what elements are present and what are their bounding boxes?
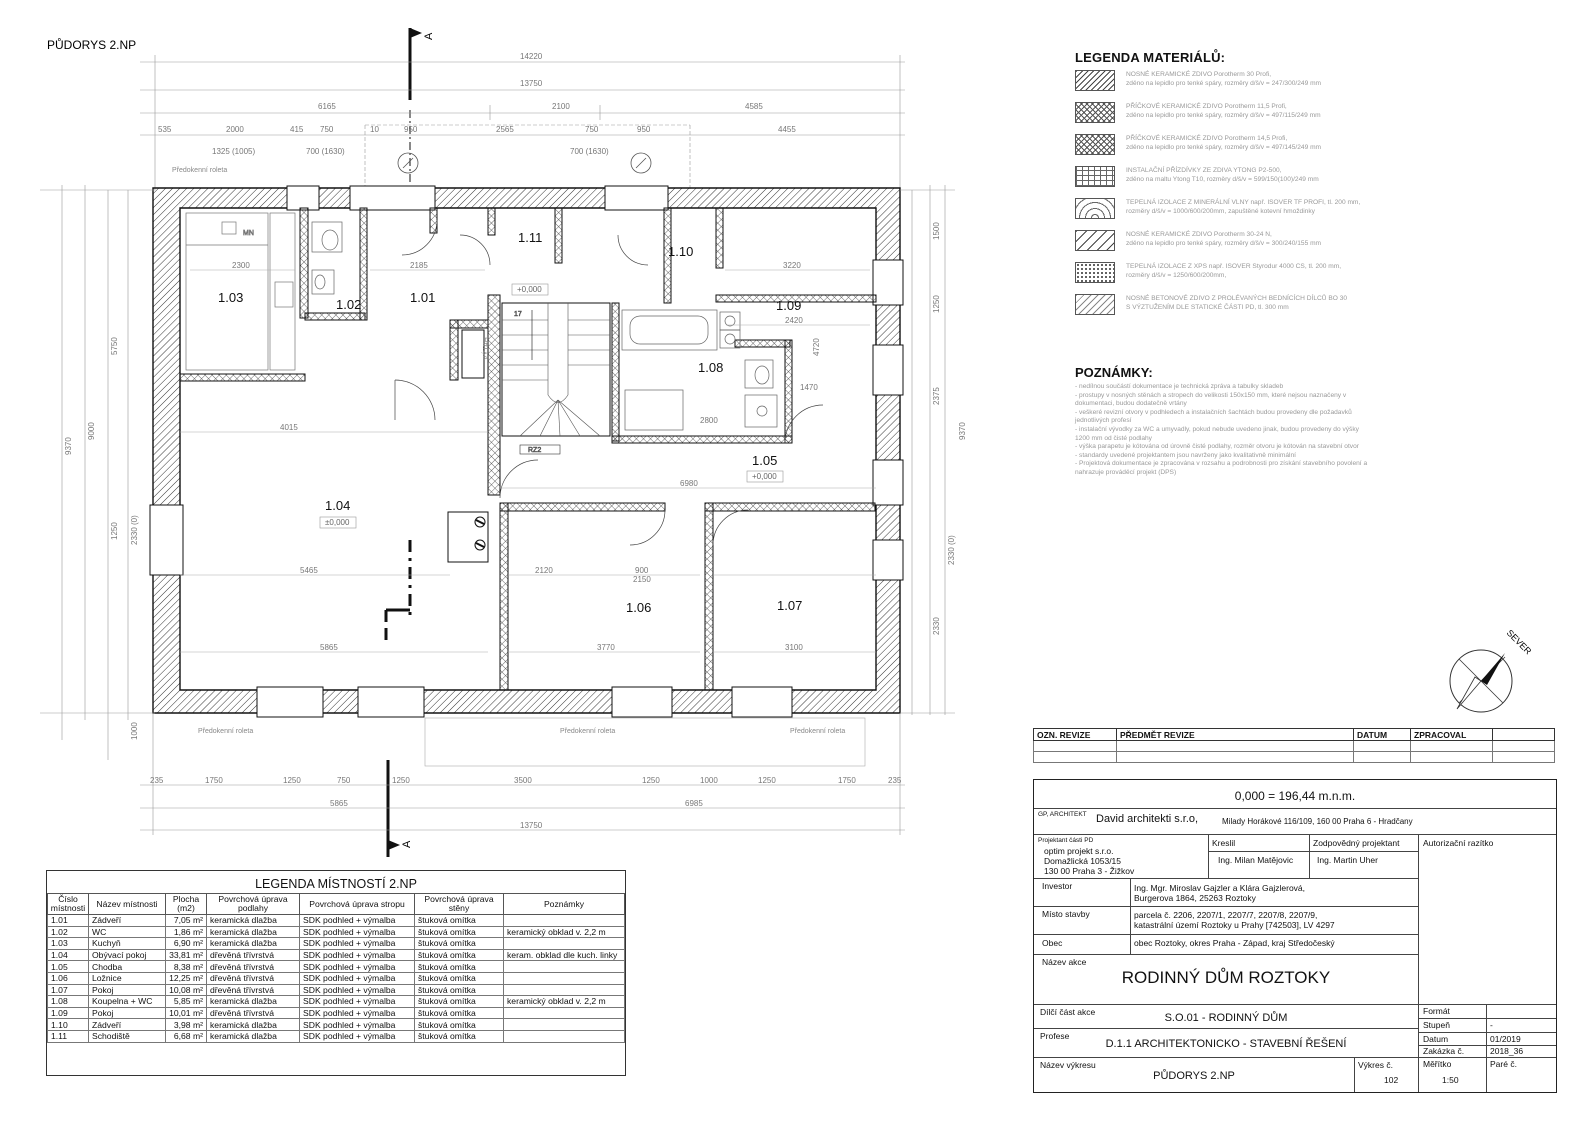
tb-project: RODINNÝ DŮM ROZTOKY [1121,968,1331,987]
table-row [48,926,625,938]
table-cell: 1.07 [48,984,89,996]
table-cell: dřevěná třívrstvá [207,1007,300,1019]
table-cell: dřevěná třívrstvá [207,949,300,961]
material-swatch-diag-dense [1075,70,1115,91]
tb-scale: 1:50 [1442,1075,1459,1085]
svg-text:6980: 6980 [680,479,698,488]
svg-text:1250: 1250 [283,776,301,785]
table-row [48,996,625,1008]
col-floor: Povrchová úprava podlahy [207,894,300,915]
table-cell: 1.11 [48,1030,89,1042]
svg-text:13750: 13750 [520,79,543,88]
room-1.01: 1.01 [410,290,436,305]
material-swatch-grid [1075,166,1115,187]
table-cell: dřevěná třívrstvá [207,984,300,996]
table-cell: SDK podhled + výmalba [300,949,415,961]
table-cell: SDK podhled + výmalba [300,996,415,1008]
material-swatch-diag-light [1075,294,1115,315]
svg-text:700 (1630): 700 (1630) [570,147,609,156]
svg-text:1500: 1500 [932,222,941,240]
tb-format-label: Formát [1423,1006,1450,1016]
tb-profession-label: Profese [1040,1031,1070,1041]
room-1.07: 1.07 [777,598,803,613]
note-item: dokumentaci, budou dodatečně vrtány [1075,400,1187,408]
svg-text:6165: 6165 [318,102,336,111]
table-cell: Ložnice [89,972,166,984]
svg-text:+0,000: +0,000 [517,285,542,294]
table-cell: štuková omítka [415,984,504,996]
table-cell: 10,08 m² [166,984,207,996]
table-cell: SDK podhled + výmalba [300,984,415,996]
table-cell: SDK podhled + výmalba [300,938,415,950]
svg-text:4720: 4720 [812,338,821,356]
table-cell [504,915,625,927]
staircase [502,303,610,454]
material-swatch-cross [1075,102,1115,123]
section-letter-bottom: A [401,840,413,848]
table-cell: keramická dlažba [207,1030,300,1042]
note-item: 1200 mm od čisté podlahy [1075,434,1152,442]
col-area: Plocha (m2) [166,894,207,915]
tb-drawing-label: Název výkresu [1040,1060,1096,1070]
tb-level: 0,000 = 196,44 m.n.m. [1234,789,1356,803]
tb-stamp-label: Autorizační razítko [1423,838,1494,848]
svg-text:1750: 1750 [205,776,223,785]
svg-text:415: 415 [290,125,304,134]
table-cell: 6,90 m² [166,938,207,950]
table-row [48,972,625,984]
table-cell [504,961,625,973]
svg-text:4015: 4015 [280,423,298,432]
tb-drawing-no: 102 [1384,1075,1399,1085]
table-cell: SDK podhled + výmalba [300,961,415,973]
tb-site-label: Místo stavby [1042,909,1090,919]
table-row [48,1030,625,1042]
table-cell: Kuchyň [89,938,166,950]
table-cell: 1.01 [48,915,89,927]
table-cell: štuková omítka [415,1030,504,1042]
table-cell: 5,85 m² [166,996,207,1008]
shutter-labels [172,167,845,735]
table-cell: SDK podhled + výmalba [300,915,415,927]
dimension-labels-top [158,52,796,156]
table-row [48,961,625,973]
title-block [1033,779,1557,1093]
svg-text:4455: 4455 [778,125,796,134]
svg-text:14220: 14220 [520,52,543,61]
svg-text:950: 950 [637,125,651,134]
sheet-title: PŮDORYS 2.NP [47,38,137,52]
tb-investor: Ing. Mgr. Miroslav Gajzler a Klára Gajzlerová, Burgerova 1864, 25263 Roztoky [1134,883,1306,903]
table-cell [504,1019,625,1031]
material-legend-title: LEGENDA MATERIÁLŮ: [1075,50,1226,65]
material-item: NOSNÉ KERAMICKÉ ZDIVO Porotherm 30 Profi, zděno na lepidlo pro tenké spáry, rozměry d/š/v = 247/300/249 mm [1075,70,1495,102]
tb-pd-label: Projektant části PD [1038,837,1094,844]
svg-text:2150: 2150 [633,575,651,584]
table-cell: štuková omítka [415,926,504,938]
material-item: NOSNÉ KERAMICKÉ ZDIVO Porotherm 30-24 N, zděno na lepidlo pro tenké spáry, rozměry d/š/v = 300/240/155 mm [1075,230,1495,262]
tb-architect-name: David architekti s.r.o, [1096,813,1199,825]
svg-text:3500: 3500 [514,776,532,785]
svg-text:2330 (0): 2330 (0) [947,535,956,565]
tb-drawing-no-label: Výkres č. [1358,1060,1393,1070]
svg-text:2800: 2800 [700,416,718,425]
table-row [48,1007,625,1019]
table-cell: keramická dlažba [207,996,300,1008]
note-item: - výška parapetu je kótována od úrovně čisté podlahy, rozměr otvoru je kótován na stavební otvor [1075,443,1359,451]
table-cell: keramický obklad v. 2,2 m [504,996,625,1008]
svg-text:2330 (0): 2330 (0) [130,515,139,545]
table-cell: štuková omítka [415,961,504,973]
table-cell: Pokoj [89,984,166,996]
svg-text:1000: 1000 [130,722,139,740]
stairs-count: 17 [514,311,522,318]
table-cell: 1.04 [48,949,89,961]
svg-text:2000: 2000 [226,125,244,134]
tb-stage-label: Stupeň [1423,1020,1450,1030]
table-row [48,938,625,950]
note-item: - Projektová dokumentace je zpracována v rozsahu a podrobnosti pro získání stavebního povolení a [1075,460,1368,468]
lift-label: VÝTAH [483,337,490,360]
svg-text:2100: 2100 [552,102,570,111]
room-1.05: 1.05 [752,453,778,468]
note-item: - nedílnou součástí dokumentace je technická zpráva a tabulky skladeb [1075,383,1284,390]
table-cell: 33,81 m² [166,949,207,961]
svg-text:235: 235 [150,776,164,785]
lift-shaft [462,330,484,378]
table-row [48,915,625,927]
tb-municipality: obec Roztoky, okres Praha - Západ, kraj Středočeský [1134,938,1335,948]
svg-text:6985: 6985 [685,799,703,808]
table-cell: 10,01 m² [166,1007,207,1019]
dimension-labels-bottom [150,776,902,830]
note-item: - veškeré revizní otvory v podhledech a instalačních šachtách budou provedeny dle požadavků [1075,408,1352,416]
table-cell: keramický obklad v. 2,2 m [504,926,625,938]
table-cell: štuková omítka [415,915,504,927]
tb-order: 2018_36 [1490,1046,1524,1056]
table-cell: keramická dlažba [207,926,300,938]
tb-municipality-label: Obec [1042,938,1063,948]
tb-profession: D.1.1 ARCHITEKTONICKO - STAVEBNÍ ŘEŠENÍ [1105,1038,1347,1050]
tb-part-label: Dílčí část akce [1040,1007,1096,1017]
table-cell: štuková omítka [415,996,504,1008]
svg-text:Předokenní roleta: Předokenní roleta [790,728,846,735]
svg-text:750: 750 [320,125,334,134]
tb-resp-label: Zodpovědný projektant [1313,838,1400,848]
material-item: INSTALAČNÍ PŘÍZDÍVKY ZE ZDIVA YTONG P2-500, zděno na maltu Ytong T10, rozměry d/š/v = 599/150(100)/249 mm [1075,166,1495,198]
svg-text:13750: 13750 [520,821,543,830]
col-room-no: Číslo místnosti [48,894,89,915]
svg-text:2185: 2185 [410,261,428,270]
room-1.06: 1.06 [626,600,652,615]
material-item: PŘÍČKOVÉ KERAMICKÉ ZDIVO Porotherm 11,5 Profi, zděno na lepidlo pro tenké spáry, rozměry d/š/v = 497/115/249 mm [1075,102,1495,134]
elevation-labels [325,285,777,527]
note-item: - prostupy v nosných stěnách a stropech do velikosti 150x150 mm, které nejsou naznačeny v [1075,391,1347,399]
table-cell: keram. obklad dle kuch. linky [504,949,625,961]
table-cell: Zádveří [89,915,166,927]
table-cell: Obývací pokoj [89,949,166,961]
tb-pd-company: optim projekt s.r.o. Domažlická 1053/15 130 00 Praha 3 - Žižkov [1044,846,1135,876]
table-cell: keramická dlažba [207,1019,300,1031]
rev-header-author: ZPRACOVAL [1411,729,1493,741]
tb-scale-label: Měřítko [1423,1059,1452,1069]
rev-header-mark: OZN. REVIZE [1034,729,1117,741]
table-cell: 6,68 m² [166,1030,207,1042]
table-cell: 8,38 m² [166,961,207,973]
table-cell: 1.05 [48,961,89,973]
table-cell: štuková omítka [415,1007,504,1019]
svg-text:3770: 3770 [597,643,615,652]
svg-text:10: 10 [370,125,379,134]
tb-order-label: Zakázka č. [1423,1046,1465,1056]
tb-investor-label: Investor [1042,881,1073,891]
table-cell: štuková omítka [415,949,504,961]
table-row [48,949,625,961]
room-1.04: 1.04 [325,498,351,513]
table-cell: 12,25 m² [166,972,207,984]
table-cell: 1.03 [48,938,89,950]
table-cell: SDK podhled + výmalba [300,926,415,938]
svg-text:2420: 2420 [785,316,803,325]
room-1.10: 1.10 [668,244,694,259]
rev-header-subject: PŘEDMĚT REVIZE [1117,729,1354,741]
note-item: - standardy uvedené projektantem jsou navrženy jako kvalitativně minimální [1075,451,1297,459]
tb-drew-name: Ing. Milan Matějovic [1218,855,1294,865]
svg-text:2120: 2120 [535,566,553,575]
svg-text:2300: 2300 [232,261,250,270]
door-swings [395,220,823,545]
table-cell: 1.08 [48,996,89,1008]
svg-text:9370: 9370 [64,437,73,455]
svg-text:3100: 3100 [785,643,803,652]
table-cell [504,938,625,950]
table-cell: 1.10 [48,1019,89,1031]
svg-text:±0,000: ±0,000 [325,518,350,527]
table-row [48,1019,625,1031]
rev-header-date: DATUM [1354,729,1411,741]
svg-text:750: 750 [585,125,599,134]
table-cell: Schodiště [89,1030,166,1042]
table-cell: WC [89,926,166,938]
table-cell: štuková omítka [415,972,504,984]
svg-text:9000: 9000 [87,422,96,440]
room-1.02: 1.02 [336,297,362,312]
material-swatch-diag-sparse [1075,230,1115,251]
table-cell: 1.02 [48,926,89,938]
col-room-name: Název místnosti [89,894,166,915]
room-1.09: 1.09 [776,298,802,313]
table-cell: 1.06 [48,972,89,984]
table-cell: 1.09 [48,1007,89,1019]
table-cell: dřevěná třívrstvá [207,961,300,973]
svg-text:1250: 1250 [392,776,410,785]
table-cell: Chodba [89,961,166,973]
lintel-label: RZ2 [528,447,542,454]
north-label: SEVER [1504,627,1534,657]
svg-text:1750: 1750 [838,776,856,785]
material-item: TEPELNÁ IZOLACE Z XPS např. ISOVER Styrodur 4000 CS, tl. 200 mm, rozměry d/š/v = 1250/600/200mm, [1075,262,1495,294]
room-1.11: 1.11 [518,230,543,245]
tb-part: S.O.01 - RODINNÝ DŮM [1164,1012,1288,1024]
svg-text:Předokenní roleta: Předokenní roleta [172,167,228,174]
table-row [48,984,625,996]
svg-text:5865: 5865 [320,643,338,652]
table-cell: Zádveří [89,1019,166,1031]
table-cell: keramická dlažba [207,915,300,927]
svg-text:1000: 1000 [700,776,718,785]
tb-project-label: Název akce [1042,957,1087,967]
svg-text:1250: 1250 [110,522,119,540]
table-cell [504,1007,625,1019]
col-ceiling: Povrchová úprava stropu [300,894,415,915]
material-item: NOSNÉ BETONOVÉ ZDIVO Z PROLÉVANÝCH BEDNÍCÍCH DÍLCŮ BO 30 S VÝZTUŽENÍM DLE STATICKÉ ČÁSTI PD, tl. 300 mm [1075,294,1495,326]
svg-text:9370: 9370 [958,422,967,440]
svg-text:2330: 2330 [932,617,941,635]
svg-text:2375: 2375 [932,387,941,405]
svg-text:3220: 3220 [783,261,801,270]
col-notes: Poznámky [504,894,625,915]
section-marker-top [410,28,435,185]
svg-text:1250: 1250 [758,776,776,785]
table-cell: SDK podhled + výmalba [300,972,415,984]
svg-text:5750: 5750 [110,337,119,355]
svg-text:535: 535 [158,125,172,134]
table-cell: dřevěná třívrstvá [207,972,300,984]
section-letter-top: A [423,32,435,40]
table-cell: 7,05 m² [166,915,207,927]
col-walls: Povrchová úprava stěny [415,894,504,915]
table-cell: Koupelna + WC [89,996,166,1008]
material-swatch-dots [1075,262,1115,283]
room-1.03: 1.03 [218,290,244,305]
tb-stage: - [1490,1020,1493,1030]
svg-text:Předokenní roleta: Předokenní roleta [560,728,616,735]
material-legend [1075,50,1495,326]
svg-text:5465: 5465 [300,566,318,575]
svg-text:700 (1630): 700 (1630) [306,147,345,156]
table-cell: Pokoj [89,1007,166,1019]
table-cell: 3,98 m² [166,1019,207,1031]
table-cell: štuková omítka [415,938,504,950]
table-cell [504,984,625,996]
tb-drawing: PŮDORYS 2.NP [1153,1070,1235,1082]
tb-architect-label: GP, ARCHITEKT [1038,811,1087,818]
note-item: nahrazuje prováděcí projekt (DPS) [1075,468,1177,476]
svg-text:1250: 1250 [642,776,660,785]
svg-text:235: 235 [888,776,902,785]
material-swatch-cross [1075,134,1115,155]
room-1.08: 1.08 [698,360,724,375]
tb-copy-label: Paré č. [1490,1059,1517,1069]
room-legend [46,870,626,1076]
svg-text:750: 750 [337,776,351,785]
material-swatch-wave [1075,198,1115,219]
tb-date: 01/2019 [1490,1034,1521,1044]
tb-date-label: Datum [1423,1034,1449,1044]
table-cell: SDK podhled + výmalba [300,1007,415,1019]
tb-architect-address: Milady Horákové 116/109, 160 00 Praha 6 - Hradčany [1222,817,1413,826]
svg-text:1325 (1005): 1325 (1005) [212,147,256,156]
room-legend-title: LEGENDA MÍSTNOSTÍ 2.NP [255,877,417,891]
tb-site: parcela č. 2206, 2207/1, 2207/7, 2207/8, 2207/9, katastrální území Roztoky u Prahy [742503], LV 4297 [1134,910,1335,930]
table-cell: 1,86 m² [166,926,207,938]
tb-drew-label: Kreslil [1212,838,1236,848]
svg-text:1470: 1470 [800,383,818,392]
svg-text:2565: 2565 [496,125,514,134]
svg-text:4585: 4585 [745,102,763,111]
material-item: TEPELNÁ IZOLACE Z MINERÁLNÍ VLNY např. ISOVER TF PROFI, tl. 200 mm, rozměry d/š/v = 1000/600/200mm, zapuštěné kotevní hmoždinky [1075,198,1495,230]
svg-text:+0,000: +0,000 [752,472,777,481]
notes-title: POZNÁMKY: [1075,365,1153,380]
table-cell: štuková omítka [415,1019,504,1031]
north-arrow [1447,625,1537,715]
note-item: jednotlivých profesí [1075,417,1132,425]
material-item: PŘÍČKOVÉ KERAMICKÉ ZDIVO Porotherm 14,5 Profi, zděno na lepidlo pro tenké spáry, rozměry d/š/v = 497/145/249 mm [1075,134,1495,166]
table-cell [504,972,625,984]
table-cell [504,1030,625,1042]
door-swings-top [398,153,651,173]
table-cell: keramická dlažba [207,938,300,950]
revisions-table [1033,728,1555,763]
svg-text:900: 900 [635,566,649,575]
table-cell: SDK podhled + výmalba [300,1019,415,1031]
svg-text:950: 950 [404,125,418,134]
wc-fixtures [312,222,342,294]
mn-label: MN [243,230,254,237]
tb-resp-name: Ing. Martin Uher [1317,855,1378,865]
dimensions-top [140,55,905,190]
svg-text:Předokenní roleta: Předokenní roleta [198,728,254,735]
table-cell: SDK podhled + výmalba [300,1030,415,1042]
note-item: - instalační vývodky za WC a umyvadly, pokud nebude uvedeno jinak, budou provedeny do výšky [1075,425,1359,433]
svg-text:1250: 1250 [932,295,941,313]
svg-text:5865: 5865 [330,799,348,808]
notes [1075,365,1475,478]
